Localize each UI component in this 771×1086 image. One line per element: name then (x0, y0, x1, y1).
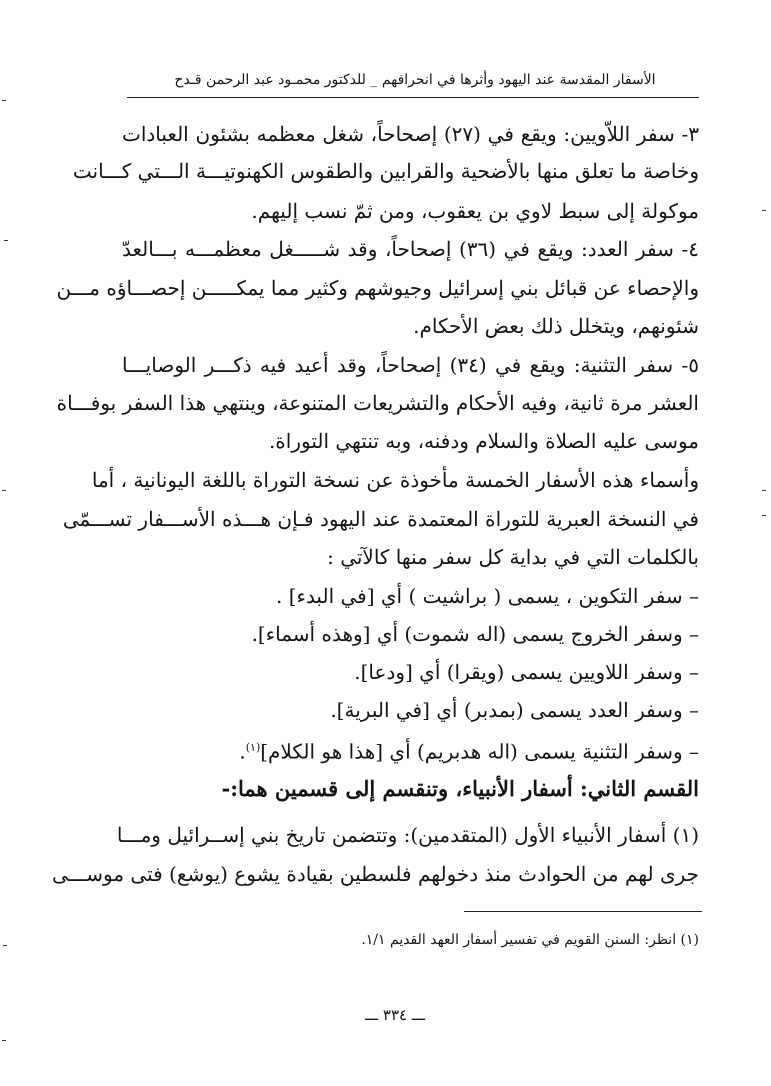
body-line-11: في النسخة العبرية للتوراة المعتمدة عند اليهود فـإن هـــذه الأســـفار تســـمّى (62, 507, 699, 531)
scan-margin-mark (762, 515, 766, 516)
list-item-genesis: – سفر التكوين ، يسمى ( براشيت ) أي [في البدء] . (276, 584, 699, 608)
list-item-leviticus: – وسفر اللاويين يسمى (ويقرا) أي [ودعا]. (354, 660, 699, 684)
body-line-10: وأسماء هذه الأسفار الخمسة مأخوذة عن نسخة التوراة باللغة اليونانية ، أما (91, 468, 699, 492)
scan-margin-mark (2, 100, 6, 101)
body-line-2: وخاصة ما تعلق منها بالأضحية والقرابين والطقوس الكهنوتيـــة الـــتي كـــانت (72, 159, 699, 183)
body-line-6: شئونهم، ويتخلل ذلك بعض الأحكام. (413, 314, 699, 338)
page-number: ـــ ٣٣٤ ـــ (364, 1006, 426, 1024)
list-item-numbers: – وسفر العدد يسمى (بمدبر) أي [في البرية]. (330, 698, 699, 722)
body-line-8: العشر مرة ثانية، وفيه الأحكام والتشريعات المتنوعة، وينتهي هذا السفر بوفـــاة (56, 391, 699, 415)
body-line-12: بالكلمات التي في بداية كل سفر منها كالآتي : (327, 545, 699, 569)
scan-margin-mark (4, 240, 8, 241)
line-end-period: . (239, 739, 246, 764)
scan-margin-mark (762, 490, 766, 491)
body-line-7: ٥- سفر التثنية: ويقع في (٣٤) إصحاحاً، وقد أعيد فيه ذكـــر الوصايـــا (122, 353, 699, 377)
scan-margin-mark (762, 210, 766, 211)
header-rule (127, 97, 699, 98)
list-item-exodus: – وسفر الخروج يسمى (اله شموت) أي [وهذه أسماء]. (251, 622, 699, 646)
scan-margin-mark (3, 945, 7, 946)
para-line-2: جرى لهم من الحوادث منذ دخولهم فلسطين بقيادة يشوع (يوشع) فتى موســـى (52, 862, 699, 886)
list-item-deuteronomy (239, 731, 699, 769)
scan-margin-mark (2, 1040, 6, 1041)
body-line-3: موكولة إلى سبط لاوي بن يعقوب، ومن ثمّ نسب إليهم. (251, 199, 699, 223)
scan-margin-mark (2, 490, 6, 491)
footnote-rule (464, 911, 702, 912)
body-line-1: ٣- سفر اللاّويين: ويقع في (٢٧) إصحاحاً، شغل معظمه بشئون العبادات (122, 122, 699, 146)
body-line-4: ٤- سفر العدد: ويقع في (٣٦) إصحاحاً، وقد شـــــغل معظمـــه بـــالعدّ (122, 237, 699, 261)
section-heading: القسم الثاني: أسفار الأنبياء، وتنقسم إلى قسمين هما:- (221, 776, 699, 801)
footnote: (١) انظر: السنن القويم في تفسير أسفار العهد القديم ١/١. (361, 932, 699, 948)
running-header: الأسفار المقدسة عند اليهود وأثرها في انحرافهم _ للدكتور محمـود عبد الرحمن قـدح (174, 72, 656, 88)
body-line-9: موسى عليه الصلاة والسلام ودفنه، وبه تنتهي التوراة. (268, 429, 699, 453)
para-line-1: (١) أسفار الأنبياء الأول (المتقدمين): وتتضمن تاريخ بني إســرائيل ومـــا (116, 823, 699, 847)
footnote-reference: (١) (245, 741, 261, 754)
list-item-deuteronomy-text: – وسفر التثنية يسمى (اله هدبريم) أي [هذا هو الكلام] (260, 739, 699, 764)
body-line-5: والإحصاء عن قبائل بني إسرائيل وجيوشهم وكثير مما يمكـــــن إحصـــاؤه مـــن (56, 276, 699, 300)
